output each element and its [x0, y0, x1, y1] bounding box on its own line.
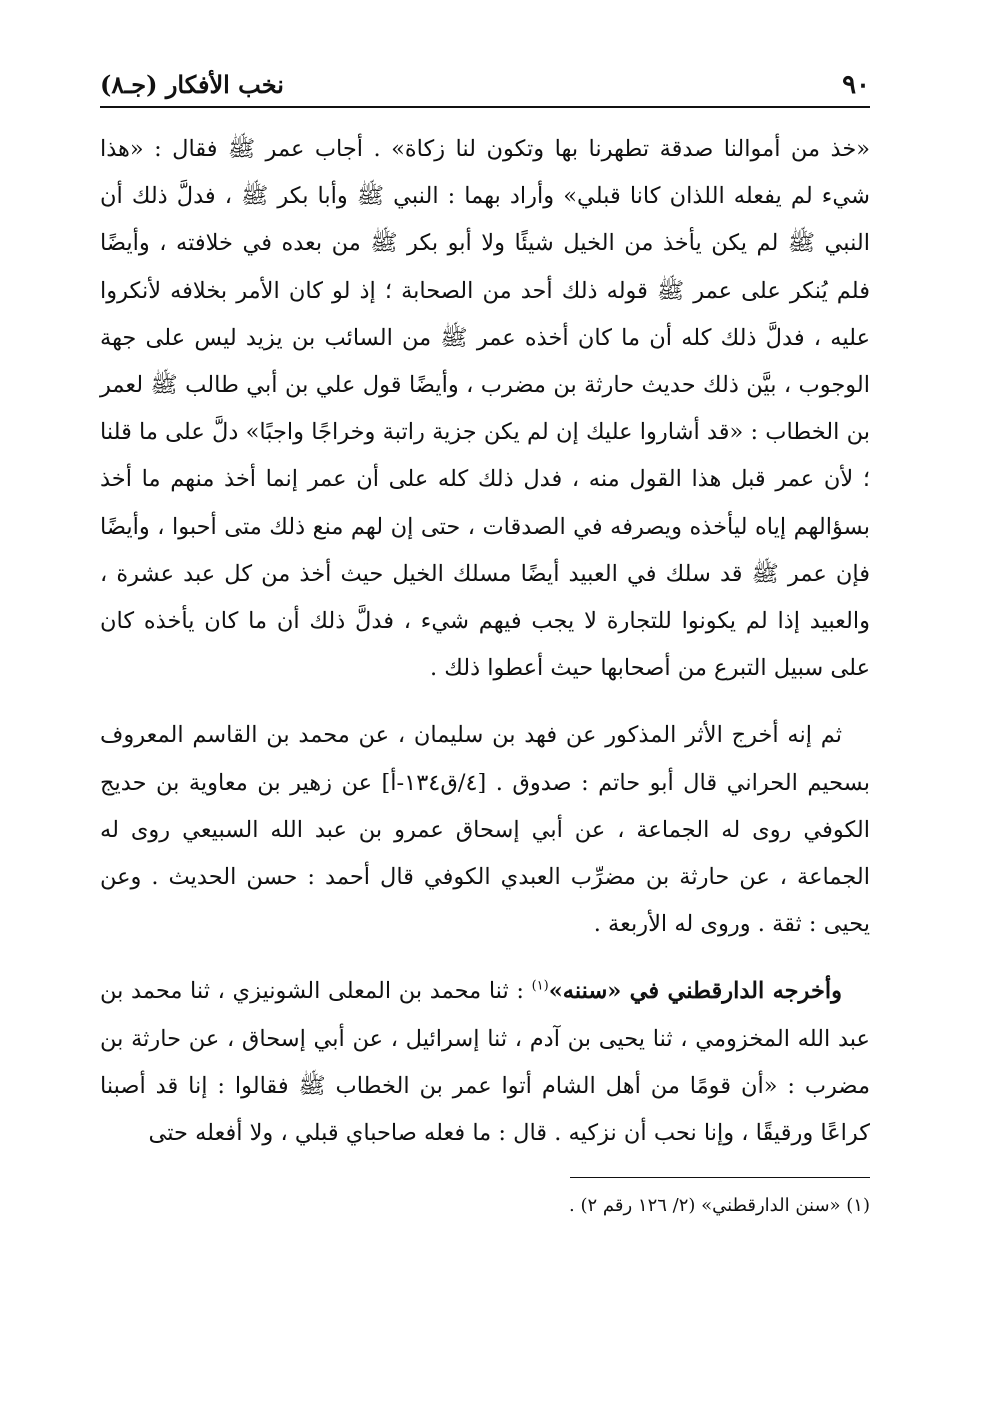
- footnote-1: (١) «سنن الدارقطني» (٢/ ١٢٦ رقم ٢) .: [569, 1195, 870, 1217]
- document-page: [100, 66, 870, 1346]
- footnote-reference[interactable]: (١): [531, 978, 549, 994]
- source-citation-bold: وأخرجه الدارقطني في «سننه»: [548, 978, 842, 1005]
- page-number: ٩٠: [842, 70, 870, 100]
- footnote-divider: [570, 1177, 870, 1178]
- running-title: نخب الأفكار (جـ٨): [100, 70, 284, 99]
- paragraph-3: [100, 968, 870, 1157]
- paragraph-3-text: : ثنا محمد بن المعلى الشونيزي ، ثنا محمد بن عبد الله المخزومي ، ثنا يحيى بن آدم ، ثنا إسرائيل ، عن أبي إسحاق ، عن حارثة بن مضرب : «أن قومًا من أهل الشام أتوا عمر بن الخطاب ﷺ فقالوا : إنا قد أصبنا كراعًا ورقيقًا ، وإنا نحب أن نزكيه . قال : ما فعله صاحباي قبلي ، ولا أفعله حتى: [100, 978, 870, 1147]
- paragraph-2: ثم إنه أخرج الأثر المذكور عن فهد بن سليمان ، عن محمد بن القاسم المعروف بسحيم الحراني قال أبو حاتم : صدوق . [٤/ق١٣٤-أ] عن زهير بن معاوية بن حديج الكوفي روى له الجماعة ، عن أبي إسحاق عمرو بن عبد الله السبيعي روى له الجماعة ، عن حارثة بن مضرِّب العبدي الكوفي قال أحمد : حسن الحديث . وعن يحيى : ثقة . وروى له الأربعة .: [100, 722, 870, 938]
- paragraph-1: «خذ من أموالنا صدقة تطهرنا بها وتكون لنا زكاة» . أجاب عمر ﷺ فقال : «هذا شيء لم يفعله اللذان كانا قبلي» وأراد بهما : النبي ﷺ وأبا بكر ﷺ ، فدلَّ ذلك أن النبي ﷺ لم يكن يأخذ من الخيل شيئًا ولا أبو بكر ﷺ من بعده في خلافته ، وأيضًا فلم يُنكر على عمر ﷺ قوله ذلك أحد من الصحابة ؛ إذ لو كان الأمر بخلافه لأنكروا عليه ، فدلَّ ذلك كله أن ما كان أخذه عمر ﷺ من السائب بن يزيد ليس على جهة الوجوب ، بيَّن ذلك حديث حارثة بن مضرب ، وأيضًا قول علي بن أبي طالب ﷺ لعمر بن الخطاب : «قد أشاروا عليك إن لم يكن جزية راتبة وخراجًا واجبًا» دلَّ على ما قلنا ؛ لأن عمر قبل هذا القول منه ، فدل ذلك كله على أن عمر إنما أخذ منهم ما أخذ بسؤالهم إياه ليأخذه ويصرفه في الصدقات ، حتى إن لهم منع ذلك متى أحبوا ، وأيضًا فإن عمر ﷺ قد سلك في العبيد أيضًا مسلك الخيل حيث أخذ من كل عبد عشرة ، والعبيد إذا لم يكونوا للتجارة لا يجب فيهم شيء ، فدلَّ ذلك أن ما كان يأخذه كان على سبيل التبرع من أصحابها حيث أعطوا ذلك .: [100, 136, 870, 682]
- body-text: [100, 126, 870, 1157]
- page-header: [100, 66, 870, 108]
